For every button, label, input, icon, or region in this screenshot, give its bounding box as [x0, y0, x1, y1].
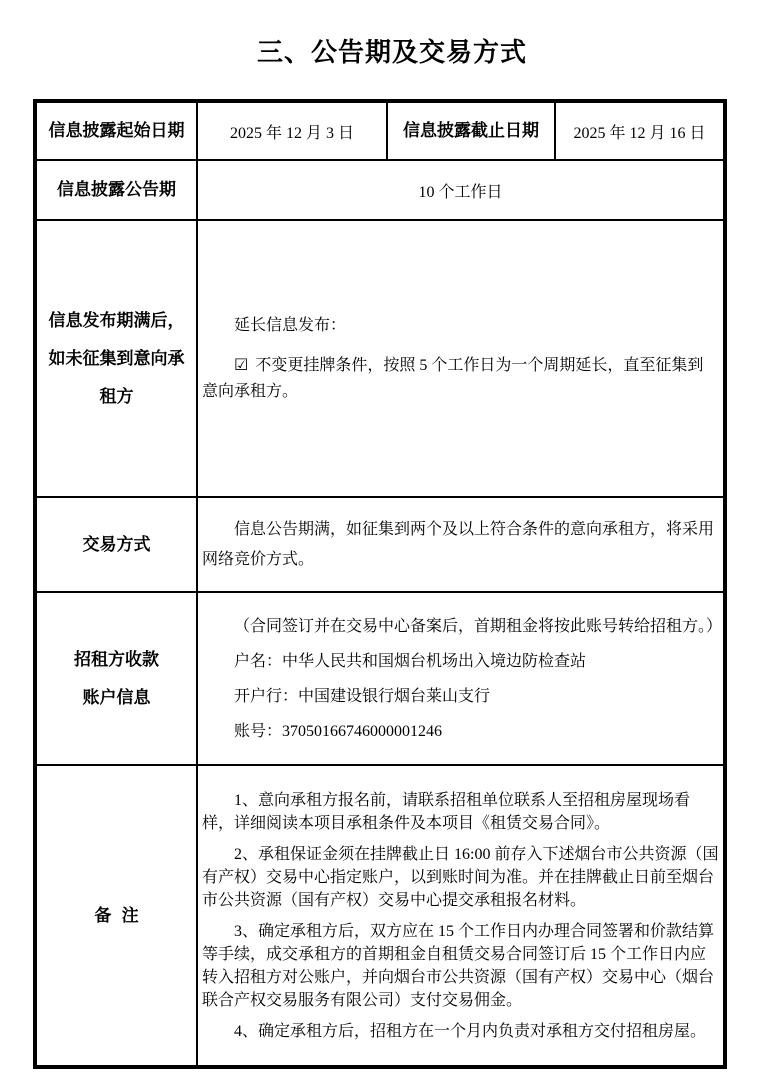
payee-account-label-line2: 账户信息 [82, 687, 151, 707]
page-title: 三、公告期及交易方式 [256, 38, 527, 67]
disclosure-start-label: 信息披露起始日期 [35, 101, 197, 160]
account-number: 账号：37050166746000001246 [234, 722, 443, 740]
transaction-method-content [197, 497, 725, 592]
remarks-item-3: 3、确定承租方后，双方应在 15 个工作日内办理合同签署和价款结算等手续，成交承租方的首期租金自租赁交易合同签订后 15 个工作日内应转入招租方对公账户，并向烟台市公共资源（国有产权）交易中心（烟台联合产权交易服务有限公司）支付交易佣金。 [202, 922, 715, 1009]
disclosure-end-value: 2025 年 12 月 16 日 [555, 101, 725, 160]
row-payee-account [35, 592, 725, 765]
checked-checkbox-icon: ☑ [234, 354, 249, 374]
row-extension-policy [35, 220, 725, 497]
payee-account-label [35, 592, 197, 765]
row-announcement-period [35, 160, 725, 220]
row-transaction-method [35, 497, 725, 592]
account-bank: 开户行：中国建设银行烟台莱山支行 [234, 687, 491, 705]
extension-content [197, 220, 725, 497]
row-disclosure-dates [35, 101, 725, 160]
payee-account-content [197, 592, 725, 765]
remarks-content [197, 765, 725, 1067]
disclosure-end-label: 信息披露截止日期 [387, 101, 555, 160]
announcement-table [33, 99, 727, 1069]
extension-intro: 延长信息发布： [234, 316, 347, 334]
extension-label: 信息发布期满后，如未征集到意向承租方 [35, 220, 197, 497]
extension-option-line [202, 352, 719, 405]
transaction-method-label: 交易方式 [35, 497, 197, 592]
payee-account-label-line1: 招租方收款 [74, 649, 159, 669]
remarks-item-4: 4、确定承租方后，招租方在一个月内负责对承租方交付招租房屋。 [234, 1022, 707, 1040]
disclosure-start-value: 2025 年 12 月 3 日 [197, 101, 387, 160]
remarks-label: 备 注 [35, 765, 197, 1067]
remarks-item-1: 1、意向承租方报名前，请联系招租单位联系人至招租房屋现场看样，详细阅读本项目承租条件及本项目《租赁交易合同》。 [202, 791, 691, 832]
row-remarks [35, 765, 725, 1067]
remarks-item-2: 2、承租保证金须在挂牌截止日 16:00 前存入下述烟台市公共资源（国有产权）交易中心指定账户，以到账时间为准。并在挂牌截止日前至烟台市公共资源（国有产权）交易中心提交承租报名材料。 [202, 845, 719, 909]
extension-option-text: 不变更挂牌条件，按照 5 个工作日为一个周期延长，直至征集到意向承租方。 [202, 356, 704, 400]
transaction-method-text: 信息公告期满，如征集到两个及以上符合条件的意向承租方，将采用网络竞价方式。 [202, 520, 715, 568]
account-holder: 户名：中华人民共和国烟台机场出入境边防检查站 [234, 652, 587, 670]
account-note: （合同签订并在交易中心备案后，首期租金将按此账号转给招租方。） [234, 617, 723, 635]
announcement-period-value: 10 个工作日 [197, 160, 725, 220]
announcement-period-label: 信息披露公告期 [35, 160, 197, 220]
